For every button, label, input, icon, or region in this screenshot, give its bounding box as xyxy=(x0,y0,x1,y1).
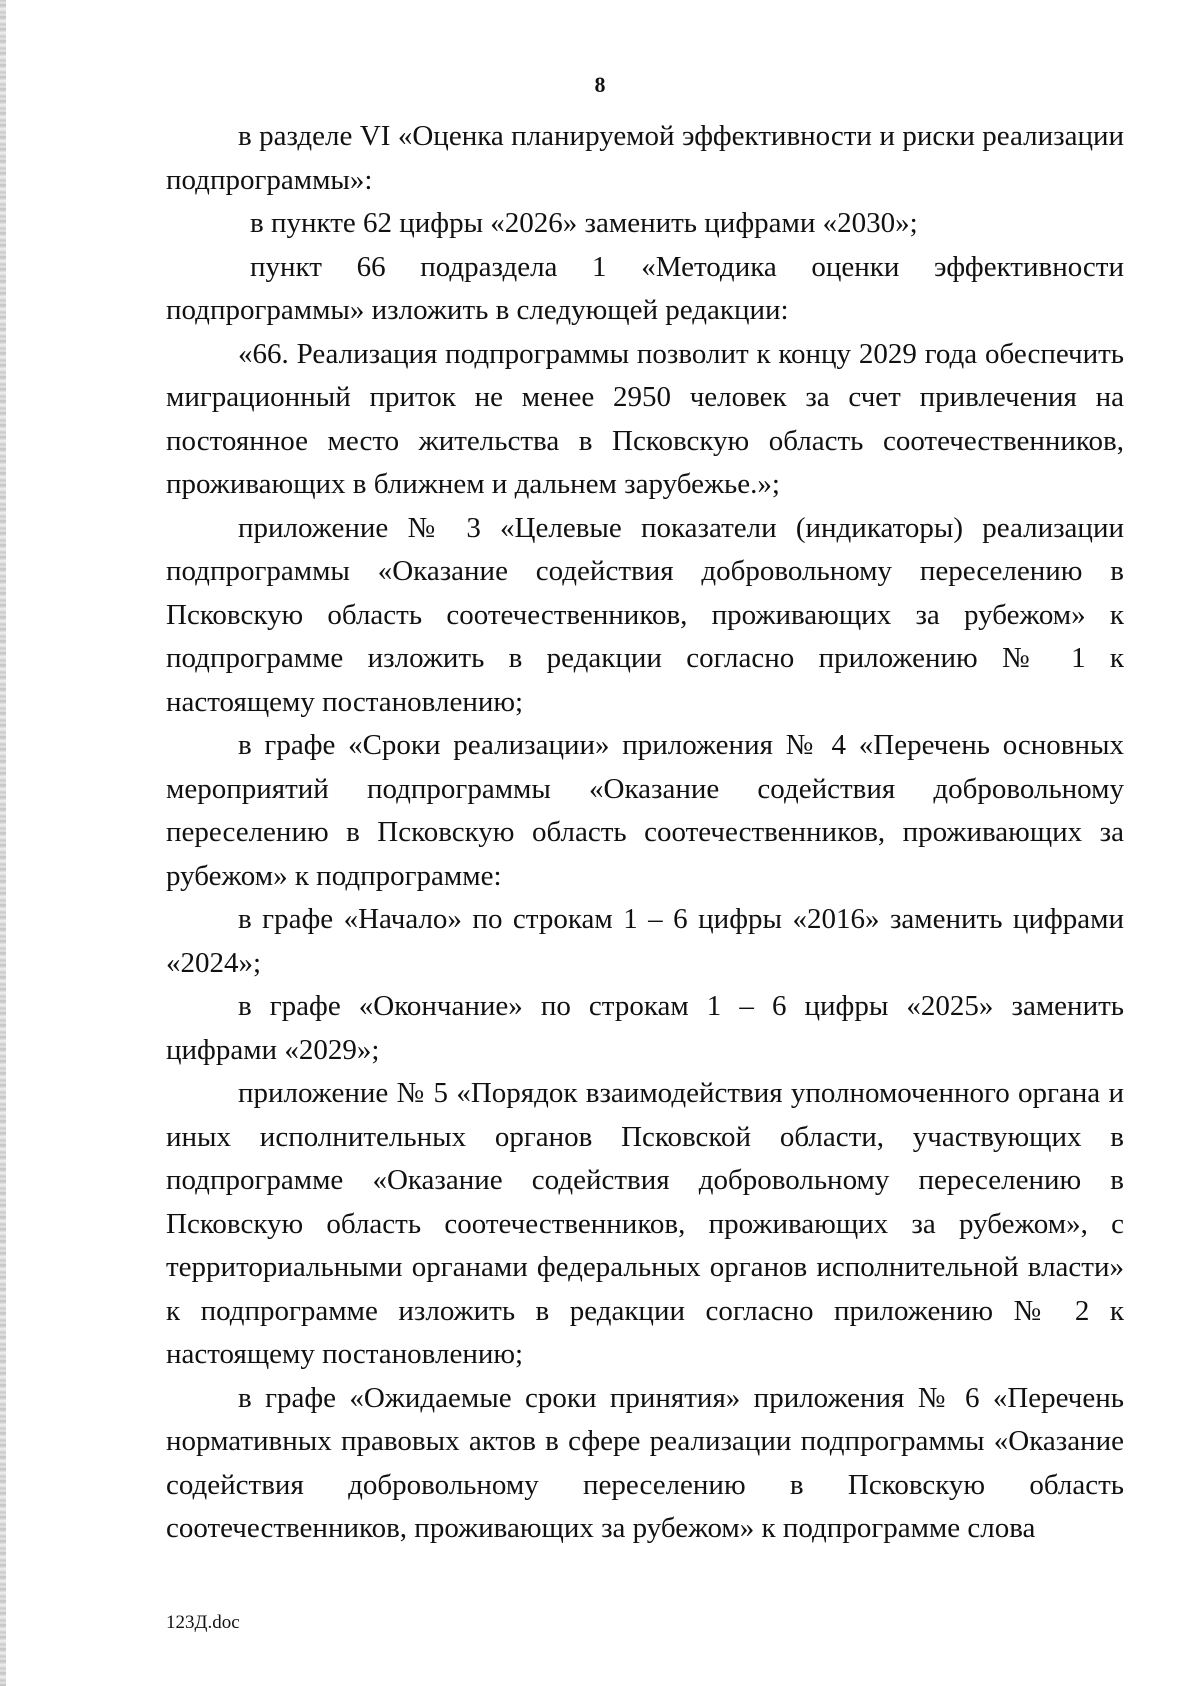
paragraph-appendix-6: в графе «Ожидаемые сроки принятия» приложения № 6 «Перечень нормативных правовых актов в сфере реализации подпрограммы «Оказание содействия добровольному переселению в Псковскую область соотечественников, проживающих за рубежом» к подпрограмме слова xyxy=(166,1381,1124,1544)
paragraph-appendix-5: приложение № 5 «Порядок взаимодействия уполномоченного органа и иных исполнительных органов Псковской области, участвующих в подпрограмме «Оказание содействия добровольному переселению в Псковскую область соотечественников, проживающих за рубежом», с территориальными органами федеральных органов исполнительной власти» к подпрограмме изложить в редакции согласно приложению № 2 к настоящему постановлению; xyxy=(166,1077,1124,1370)
paragraph-section-vi: в разделе VI «Оценка планируемой эффективности и риски реализации подпрограммы»: xyxy=(166,120,1124,196)
footer-filename: 123Д.doc xyxy=(166,1612,240,1633)
paragraph-point-66-text: «66. Реализация подпрограммы позволит к концу 2029 года обеспечить миграционный приток не менее 2950 человек за счет привлечения на постоянное место жительства в Псковскую область соотечественников, проживающих в ближнем и дальнем зарубежье.»; xyxy=(166,337,1124,500)
paragraph-point-66: пункт 66 подраздела 1 «Методика оценки эффективности подпрограммы» изложить в следующей редакции: xyxy=(166,250,1124,326)
document-body xyxy=(166,115,1124,1551)
paragraph-end-column: в графе «Окончание» по строкам 1 – 6 цифры «2025» заменить цифрами «2029»; xyxy=(166,990,1124,1066)
page-number: 8 xyxy=(594,72,606,97)
paragraph-point-62: в пункте 62 цифры «2026» заменить цифрами «2030»; xyxy=(250,207,918,239)
paragraph-appendix-3: приложение № 3 «Целевые показатели (индикаторы) реализации подпрограммы «Оказание содействия добровольному переселению в Псковскую область соотечественников, проживающих за рубежом» к подпрограмме изложить в редакции согласно приложению № 1 к настоящему постановлению; xyxy=(166,511,1124,718)
paragraph-start-column: в графе «Начало» по строкам 1 – 6 цифры «2016» заменить цифрами «2024»; xyxy=(166,903,1124,979)
paragraph-appendix-4: в графе «Сроки реализации» приложения № 4 «Перечень основных мероприятий подпрограммы «Оказание содействия добровольному переселению в Псковскую область соотечественников, проживающих за рубежом» к подпрограмме: xyxy=(166,729,1124,892)
scan-edge xyxy=(0,0,6,1686)
